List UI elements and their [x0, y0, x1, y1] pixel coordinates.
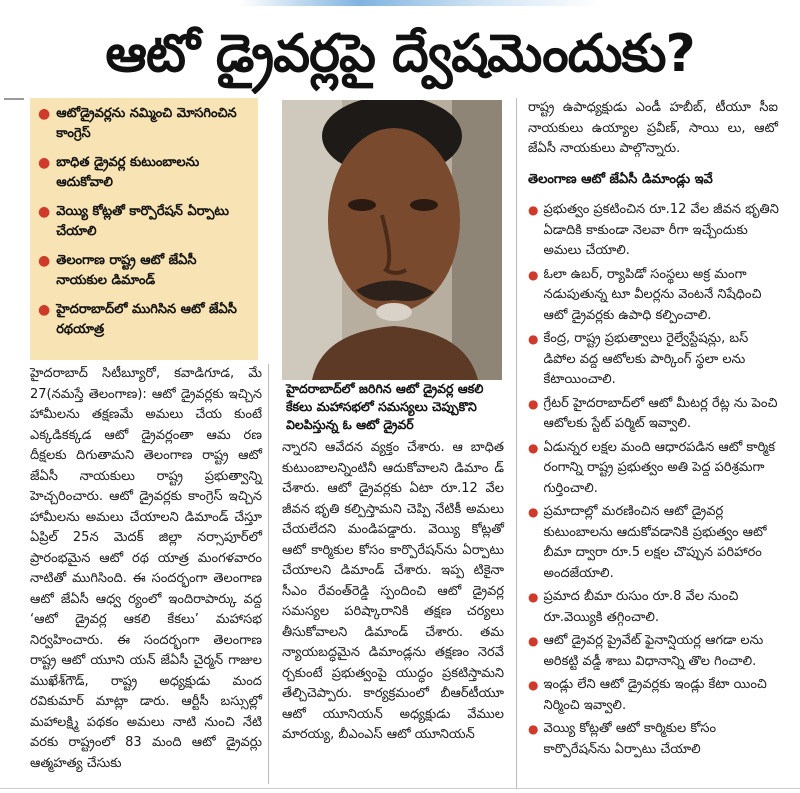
- demands-heading: తెలంగాణ ఆటో జేఏసీ డిమాండ్లు ఇవే: [528, 172, 713, 187]
- article-headline: ఆటో డ్రైవర్లపై ద్వేషమెందుకు?: [105, 24, 695, 84]
- demand-text: ఆటో డ్రైవర్ల ప్రైవేట్ ఫైనాన్షియర్ల ఆగడా లను అరికట్టి వడ్డీ శాబు విధానాన్ని తొల గించాలి.: [543, 633, 764, 669]
- bullet-icon: ●: [528, 396, 539, 411]
- highlight-text: బాధిత డ్రైవర్ల కుటుంబాలను ఆదుకోవాలి: [56, 155, 200, 190]
- top-color-strip: [0, 0, 800, 6]
- bullet-icon: ●: [528, 203, 539, 217]
- body-text-right: రాష్ట్ర ఉపాధ్యక్షుడు ఎండీ హబీబ్, టీయూ సీఐ నాయకులు ఉయ్యాల ప్రవీణ్, సాయి లు, ఆటో జేఏసీ నాయకులు పాల్గొన్నారు.: [528, 100, 778, 156]
- column-divider: [516, 98, 517, 788]
- driver-portrait-icon: [282, 100, 502, 380]
- photo-caption: హైదరాబాద్‌లో జరిగిన ఆటో డ్రైవర్ల ఆకలి కేకలు మహాసభలో సమస్యలు చెప్పుకొని విలపిస్తున్న ఓ ఆటో డ్రైవర్: [286, 381, 484, 432]
- demand-text: గ్రేటర్ హైదరాబాద్‌లో ఆటో మీటర్ల రేట్ల ను పెంచి ఆటోలకు స్టేట్ పర్మిట్ ఇవ్వాలి.: [543, 395, 778, 431]
- list-item: [528, 631, 784, 672]
- left-rule: [4, 98, 24, 100]
- highlight-item: [38, 153, 250, 193]
- highlight-text: ఆటోడ్రైవర్లను నమ్మించి మోసగించిన కాంగ్రెస్: [56, 106, 237, 141]
- bullet-icon: ●: [528, 440, 539, 455]
- bullet-icon: ●: [528, 722, 539, 736]
- bullet-icon: ●: [38, 204, 51, 220]
- list-item: [528, 438, 784, 500]
- highlight-item: [38, 300, 250, 340]
- highlight-item: [38, 202, 250, 242]
- bullet-icon: ●: [528, 678, 539, 692]
- demand-text: ఇండ్లు లేని ఆటో డ్రైవర్లకు ఇండ్లు కేటా యించి నిర్మించి ఇవ్వాలి.: [543, 677, 767, 713]
- bullet-icon: ●: [38, 302, 51, 318]
- list-item: [528, 502, 784, 584]
- demand-text: ప్రమాద బీమా రుసుం రూ.8 వేల నుంచి రూ.వెయ్యికి తగ్గించాలి.: [543, 589, 739, 625]
- highlight-item: [38, 251, 250, 291]
- highlight-text: వెయ్యి కోట్లతో కార్పొరేషన్ ఏర్పాటు చేయాలి: [56, 204, 229, 239]
- list-item: [528, 394, 784, 435]
- demand-text: ప్రభుత్వం ప్రకటించిన రూ.12 వేల జీవన భృతిని ఏడాదికి కాకుండా నెలవా రీగా ఇచ్చేందుకు అమలు చేయాలి.: [543, 202, 779, 258]
- highlight-item: [38, 104, 250, 144]
- demand-text: వెయ్యి కోట్లతో ఆటో కార్మికుల కోసం కార్పొరేషన్‌ను ఏర్పాటు చేయాలి: [543, 721, 717, 757]
- bullet-icon: ●: [528, 505, 539, 519]
- bullet-icon: ●: [528, 590, 539, 604]
- highlights-box: [30, 98, 258, 360]
- demands-list: [528, 200, 784, 763]
- bullet-icon: ●: [528, 267, 539, 282]
- list-item: [528, 587, 784, 628]
- body-text-left: హైదరాబాద్ సిటీబ్యూరో, కవాడిగూడ, మే 27(నమస్తే తెలంగాణ): ఆటో డ్రైవర్లకు ఇచ్చిన హామీలను తక్షణమే అమలు చేయ కుంటే ఎక్కడికక్కడ ఆటో డ్రైవర్లంతా ఆమ రణ దీక్షలకు దిగుతామని తెలంగాణ రాష్ట్ర ఆటో జేఏసీ నాయకులు రాష్ట్ర ప్రభుత్వాన్ని హెచ్చరించారు. ఆటో డ్రైవర్లకు కాంగ్రెస్ ఇచ్చిన హామీలను అమలు చేయాలని డిమాండ్ చేస్తూ ఏప్రిల్ 25న మెదక్ జిల్లా నర్సాపూర్‌లో ప్రారంభమైన ఆటో రథ యాత్ర మంగళవారం నాటితో ముగిసింది. ఈ సందర్భంగా తెలంగాణ ఆటో జేఏసీ ఆధ్వ ర్యంలో ఇందిరాపార్కు వద్ద ‘ఆటో డ్రైవర్ల ఆకలి కేకలు’ మహాసభ నిర్వహించారు. ఈ సందర్భంగా తెలంగాణ రాష్ట్ర ఆటో యూని యన్ జేఏసీ చైర్మన్ గాజుల ముఖేశ్‌గౌడ్, రాష్ట్ర అధ్యక్షుడు మంద రవికుమార్ మాట్లా డారు. ఆర్టీసీ బస్సుల్లో మహాలక్ష్మి పథకం అమలు నాటి నుంచి నేటి వరకు రాష్ట్రంలో 83 మంది ఆటో డ్రైవర్లు ఆత్మహత్య చేసుకు: [30, 366, 262, 771]
- demand-text: ఏడున్నర లక్షల మంది ఆధారపడిన ఆటో కార్మిక రంగాన్ని రాష్ట్ర ప్రభుత్వం అతి పెద్ద పరిశ్రమగా గుర్తించాలి.: [543, 439, 776, 496]
- demand-text: ప్రమాదాల్లో మరణించిన ఆటో డ్రైవర్ల కుటుంబాలను ఆదుకోవడానికి ప్రభుత్వం ఆటో బీమా ద్వారా రూ.5 లక్షల చొప్పున పరిహారం అందజేయాలి.: [543, 504, 767, 581]
- bullet-icon: ●: [38, 253, 51, 269]
- highlight-text: హైదరాబాద్‌లో ముగిసిన ఆటో జేఏసీ రథయాత్ర: [56, 302, 237, 337]
- bullet-icon: ●: [38, 155, 51, 171]
- bottom-rule: [0, 788, 800, 789]
- bullet-icon: ●: [528, 634, 539, 648]
- list-item: [528, 675, 784, 716]
- bullet-icon: ●: [528, 332, 539, 346]
- highlight-text: తెలంగాణ రాష్ట్ర ఆటో జేఏసీ నాయకుల డిమాండ్: [56, 253, 197, 288]
- driver-photo: [282, 100, 502, 380]
- demand-text: కేంద్ర, రాష్ట్ర ప్రభుత్వాలు రైల్వేస్టేషన్లు, బస్ డిపోల వద్ద ఆటోలకు పార్కింగ్ స్థలా లను కేటాయించాలి.: [543, 331, 749, 387]
- list-item: [528, 200, 784, 262]
- bullet-icon: ●: [38, 106, 51, 122]
- list-item: [528, 265, 784, 327]
- column-divider: [268, 364, 269, 784]
- list-item: [528, 719, 784, 760]
- list-item: [528, 329, 784, 391]
- body-text-middle: న్నారని ఆవేదన వ్యక్తం చేశారు. ఆ బాధిత కుటుంబాలన్నింటినీ ఆదుకోవాలని డిమాం డ్ చేశారు. ఆటో డ్రైవర్లకు ఏటా రూ.12 వేల జీవన భృతి కల్పిస్తామని చెప్పి నేటికీ అమలు చేయలేదని మండిపడ్డారు. వెయ్యి కోట్లతో ఆటో కార్మికుల కోసం కార్పొరేషన్‌ను ఏర్పాటు చేయాలని డిమాండ్ చేశారు. ఇప్ప టికైనా సీఎం రేవంత్‌రెడ్డి స్పందించి ఆటో డ్రైవర్ల సమస్యల పరిష్కారానికి తక్షణ చర్యలు తీసుకోవాలని డిమాండ్ చేశారు. తమ న్యాయబద్ధమైన డిమాండ్లను తక్షణం నెరవే ర్చకుంటే ప్రభుత్వంపై యుద్ధం ప్రకటిస్తామని తేల్చిచెప్పారు. కార్యక్రమంలో బీఆర్‌టీయూ ఆటో యూనియన్ అధ్యక్షుడు వేముల మారయ్య, బీఎంఎస్ ఆటో యూనియన్: [282, 440, 504, 742]
- demand-text: ఓలా ఉబర్, ర్యాపిడో సంస్థలు అక్ర మంగా నడుపుతున్న టూ వీలర్లను వెంటనే నిషేధించి ఆటో డ్రైవర్లకు ఉపాధి కల్పించాలి.: [543, 266, 762, 323]
